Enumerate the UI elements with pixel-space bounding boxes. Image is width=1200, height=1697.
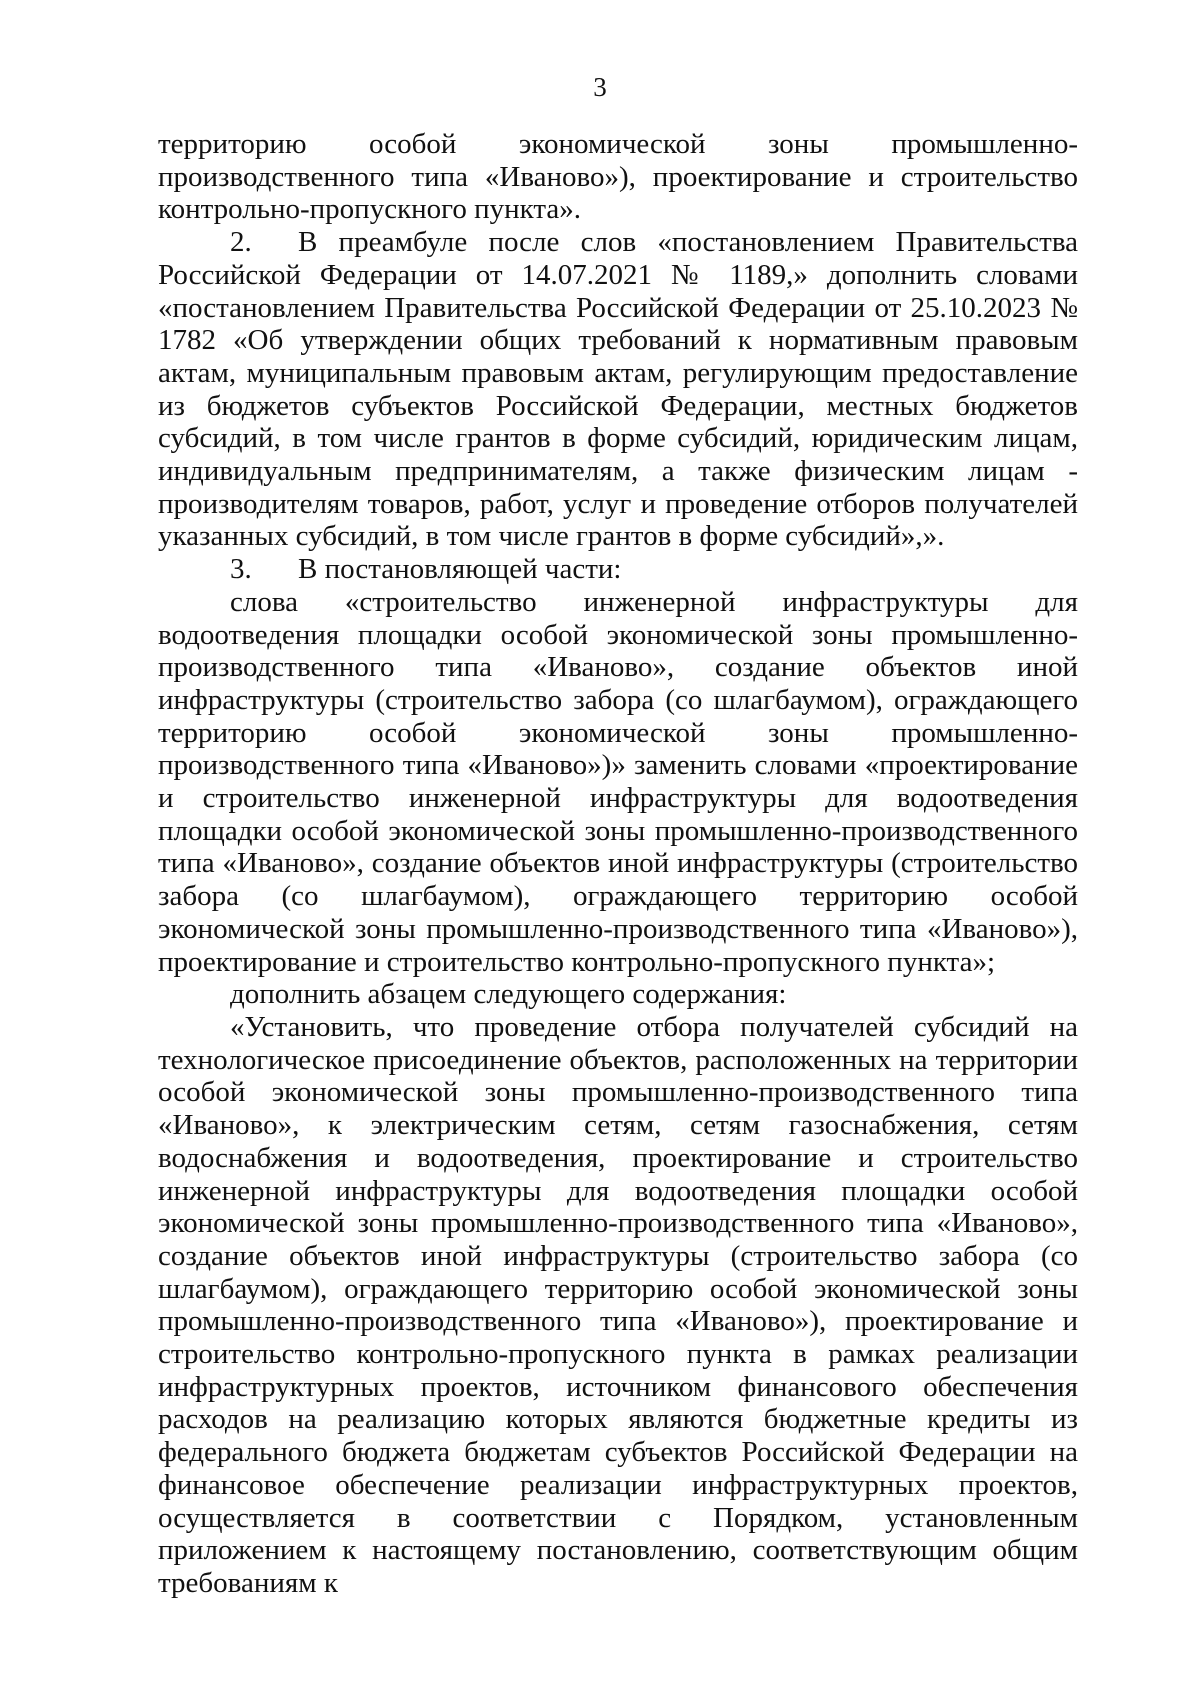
item-number: 3. [230, 553, 252, 586]
paragraph-new-clause: «Установить, что проведение отбора получателей субсидий на технологическое присоединение объектов, расположенных на территории особой экономической зоны промышленно-производственного типа «Иваново», к электрическим сетям, сетям газоснабжения, сетям водоснабжения и водоотведения, проектирование и строительство инженерной инфраструктуры для водоотведения площадки особой экономической зоны промышленно-производственного типа «Иваново», создание объектов иной инфраструктуры (строительство забора (со шлагбаумом), ограждающего территорию особой экономической зоны промышленно-производственного типа «Иваново»), проектирование и строительство контрольно-пропускного пункта в рамках реализации инфраструктурных проектов, источником финансового обеспечения расходов на реализацию которых являются бюджетные кредиты из федерального бюджета бюджетам субъектов Российской Федерации на финансовое обеспечение реализации инфраструктурных проектов, осуществляется в соответствии с Порядком, установленным приложением к настоящему постановлению, соответствующим общим требованиям к [158, 1010, 1078, 1599]
paragraph-item-3 [158, 553, 1078, 586]
paragraph-text: В постановляющей части: [298, 553, 622, 586]
item-number: 2. [230, 226, 252, 259]
paragraph-item-2 [158, 226, 1078, 553]
paragraph-continuation: территорию особой экономической зоны промышленно-производственного типа «Иваново»), проектирование и строительство контрольно-пропускного пункта». [158, 128, 1078, 226]
paragraph-replace-words: слова «строительство инженерной инфраструктуры для водоотведения площадки особой экономической зоны промышленно-производственного типа «Иваново», создание объектов иной инфраструктуры (строительство забора (со шлагбаумом), ограждающего территорию особой экономической зоны промышленно-производственного типа «Иваново»)» заменить словами «проектирование и строительство инженерной инфраструктуры для водоотведения площадки особой экономической зоны промышленно-производственного типа «Иваново», создание объектов иной инфраструктуры (строительство забора (со шлагбаумом), ограждающего территорию особой экономической зоны промышленно-производственного типа «Иваново»), проектирование и строительство контрольно-пропускного пункта»; [158, 585, 1078, 978]
paragraph-text: В преамбуле после слов «постановлением Правительства Российской Федерации от 14.07.2021 № 1189,» дополнить словами «постановлением Правительства Российской Федерации от 25.10.2023 № 1782 «Об утверждении общих требований к нормативным правовым актам, муниципальным правовым актам, регулирующим предоставление из бюджетов субъектов Российской Федерации, местных бюджетов субсидий, в том числе грантов в форме субсидий, юридическим лицам, индивидуальным предпринимателям, а также физическим лицам - производителям товаров, работ, услуг и проведение отборов получателей указанных субсидий, в том числе грантов в форме субсидий»,». [158, 226, 1078, 553]
page-number: 3 [593, 72, 607, 102]
paragraph-add-clause: дополнить абзацем следующего содержания: [230, 978, 787, 1011]
document-body [158, 128, 1078, 1600]
